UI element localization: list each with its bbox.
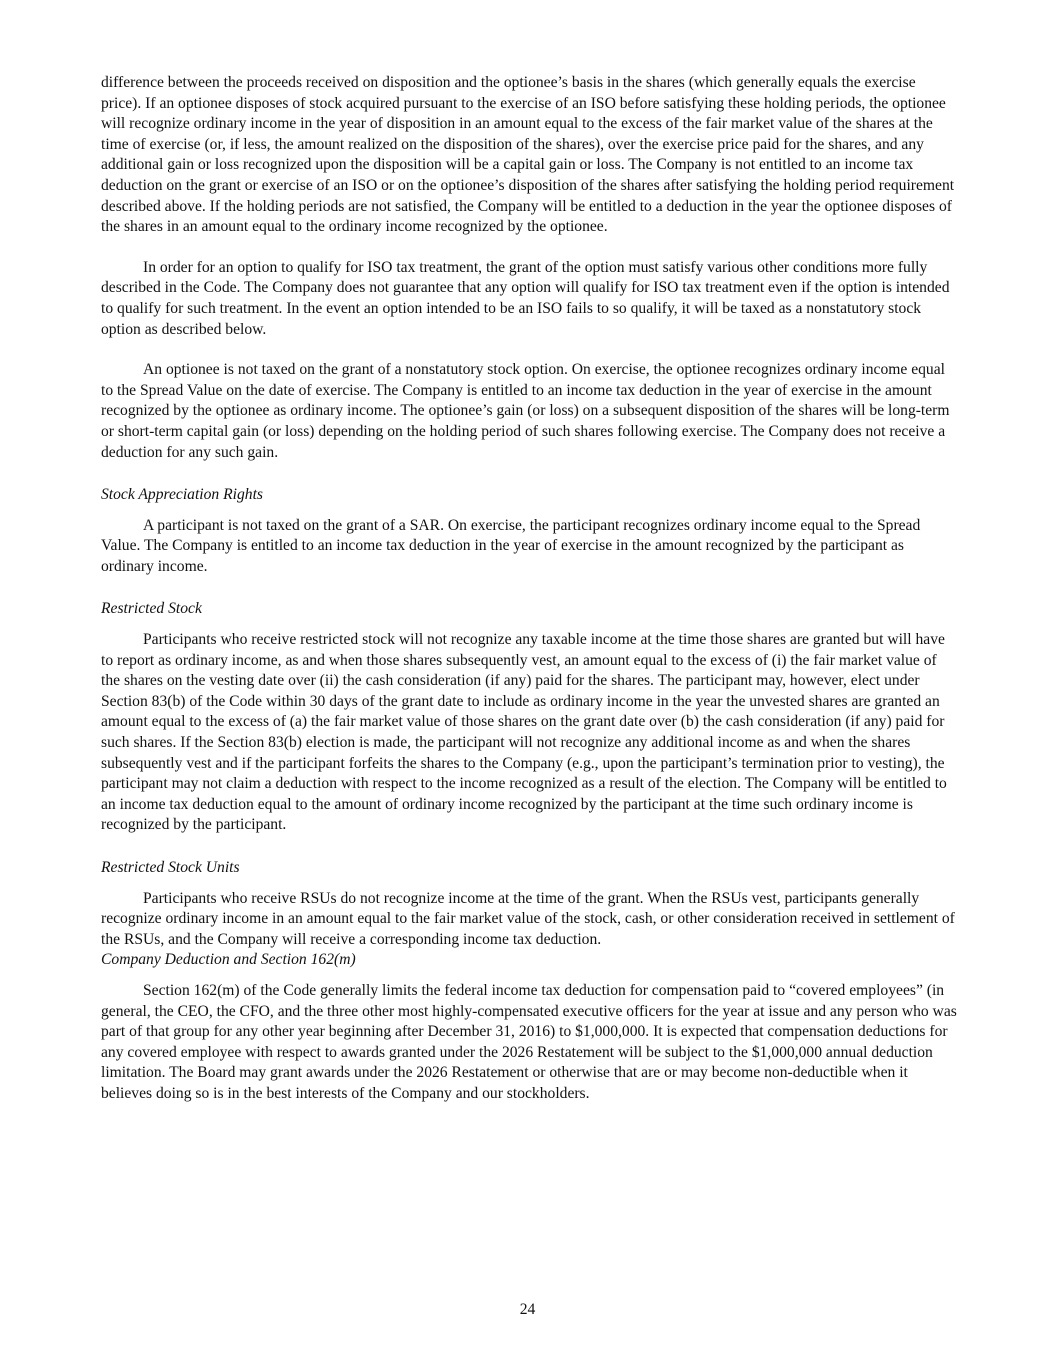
paragraph-company-deduction-162m: Section 162(m) of the Code generally limits the federal income tax deduction for compensation paid to “covered employees” (in general, the CEO, the CFO, and the three other most highly-compensated executive officers for the year at issue and any person who was part of that group for any other year beginning after December 31, 2016) to $1,000,000. It is expected that compensation deductions for any covered employee with respect to awards granted under the 2026 Restatement will be subject to the $1,000,000 annual deduction limitation. The Board may grant awards under the 2026 Restatement or otherwise that are or may become non-deductible when it believes doing so is in the best interests of the Company and our stockholders.	[101, 981, 957, 1102]
heading-restricted-stock-units: Restricted Stock Units	[101, 859, 240, 876]
paragraph-restricted-stock: Participants who receive restricted stock will not recognize any taxable income at the time those shares are granted but will have to report as ordinary income, as and when those shares subsequently vest, an amount equal to the excess of (i) the fair market value of the shares on the vesting date over (ii) the cash consideration (if any) paid for the shares. The participant may, however, elect under Section 83(b) of the Code within 30 days of the grant date to include as ordinary income in the year the unvested shares are granted an amount equal to the excess of (a) the fair market value of those shares on the grant date over (b) the cash consideration (if any) paid for such shares. If the Section 83(b) election is made, the participant will not recognize any additional income as and when the shares subsequently vest and if the participant forfeits the shares to the Company (e.g., upon the participant’s termination prior to vesting), the participant may not claim a deduction with respect to the income recognized as a result of the election. The Company will be entitled to an income tax deduction equal to the amount of ordinary income recognized by the participant at the time such ordinary income is recognized by the participant.	[101, 631, 947, 834]
paragraph-stock-appreciation-rights: A participant is not taxed on the grant of a SAR. On exercise, the participant recognizes ordinary income equal to the Spread Value. The Company is entitled to an income tax deduction in the year of exercise in the amount recognized by the participant as ordinary income.	[101, 516, 921, 575]
page-number: 24	[519, 1301, 536, 1318]
document-page	[101, 73, 957, 1105]
paragraph-iso-disposition: difference between the proceeds received on disposition and the optionee’s basis in the shares (which generally equals the exercise price). If an optionee disposes of stock acquired pursuant to the exercise of an ISO before satisfying these holding periods, the optionee will recognize ordinary income in the year of disposition in an amount equal to the excess of the fair market value of the shares at the time of exercise (or, if less, the amount realized on the disposition of the shares), over the exercise price paid for the shares, and any additional gain or loss recognized upon the disposition will be a capital gain or loss. The Company is not entitled to an income tax deduction on the grant or exercise of an ISO or on the optionee’s disposition of the shares after satisfying the holding period requirement described above. If the holding periods are not satisfied, the Company will be entitled to a deduction in the year the optionee disposes of the shares in an amount equal to the ordinary income recognized by the optionee.	[101, 74, 955, 236]
heading-restricted-stock: Restricted Stock	[101, 600, 202, 618]
paragraph-restricted-stock-units: Participants who receive RSUs do not recognize income at the time of the grant. When the RSUs vest, participants generally recognize ordinary income in an amount equal to the fair market value of the stock, cash, or other consideration received in settlement of the RSUs, and the Company will receive a corresponding income tax deduction.	[101, 889, 955, 948]
heading-company-deduction-162m: Company Deduction and Section 162(m)	[101, 951, 356, 969]
paragraph-iso-qualification: In order for an option to qualify for ISO tax treatment, the grant of the option must satisfy various other conditions more fully described in the Code. The Company does not guarantee that any option will qualify for ISO tax treatment even if the option is intended to qualify for such treatment. In the event an option intended to be an ISO fails to so qualify, it will be taxed as a nonstatutory stock option as described below.	[101, 258, 950, 338]
paragraph-nonstatutory-option: An optionee is not taxed on the grant of a nonstatutory stock option. On exercise, the optionee recognizes ordinary income equal to the Spread Value on the date of exercise. The Company is entitled to an income tax deduction in the year of exercise in the amount recognized by the optionee as ordinary income. The optionee’s gain (or loss) on a subsequent disposition of the shares will be long-term or short-term capital gain (or loss) depending on the holding period of such shares following exercise. The Company does not receive a deduction for any such gain.	[101, 361, 950, 461]
heading-stock-appreciation-rights: Stock Appreciation Rights	[101, 486, 263, 504]
